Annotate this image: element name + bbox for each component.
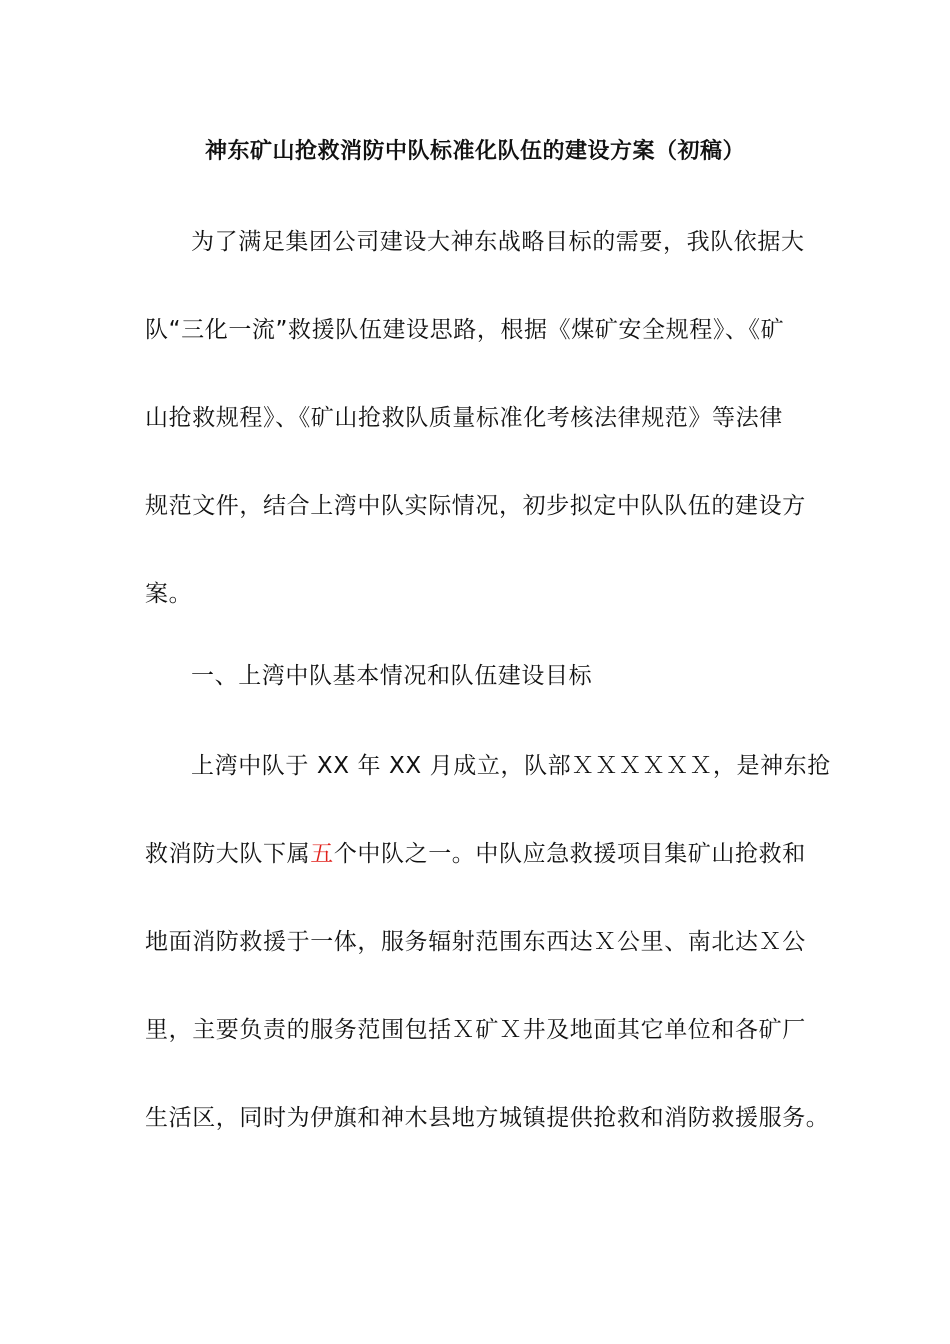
paragraph-intro xyxy=(145,198,810,638)
highlighted-number: 五 xyxy=(310,841,334,867)
paragraph-line: 规范文件，结合上湾中队实际情况，初步拟定中队队伍的建设方 xyxy=(145,493,806,519)
paragraph-line: 里，主要负责的服务范围包括Ｘ矿Ｘ井及地面其它单位和各矿厂 xyxy=(145,1017,806,1043)
paragraph-line: 山抢救规程》、《矿山抢救队质量标准化考核法律规范》等法律 xyxy=(145,405,783,431)
paragraph-basic-info xyxy=(145,722,831,1162)
paragraph-text: 个中队之一。中队应急救援项目集矿山抢救和 xyxy=(333,841,806,867)
paragraph-line xyxy=(145,810,810,898)
paragraph-line: 队“三化一流”救援队伍建设思路，根据《煤矿安全规程》、《矿 xyxy=(145,317,785,343)
section-heading-text: 一、上湾中队基本情况和队伍建设目标 xyxy=(191,663,593,689)
paragraph-line: 案。 xyxy=(145,581,193,607)
paragraph-line: 生活区，同时为伊旗和神木县地方城镇提供抢救和消防救援服务。 xyxy=(145,1105,830,1131)
paragraph-text: 救消防大队下属 xyxy=(145,841,311,867)
paragraph-line: 地面消防救援于一体，服务辐射范围东西达Ｘ公里、南北达Ｘ公 xyxy=(145,929,806,955)
paragraph-line: 上湾中队于 XX 年 XX 月成立，队部ＸＸＸＸＸＸ，是神东抢 xyxy=(191,753,831,779)
paragraph-line: 为了满足集团公司建设大神东战略目标的需要，我队依据大 xyxy=(191,229,805,255)
document-title: 神东矿山抢救消防中队标准化队伍的建设方案（初稿） xyxy=(204,139,745,164)
section-heading xyxy=(145,632,810,720)
